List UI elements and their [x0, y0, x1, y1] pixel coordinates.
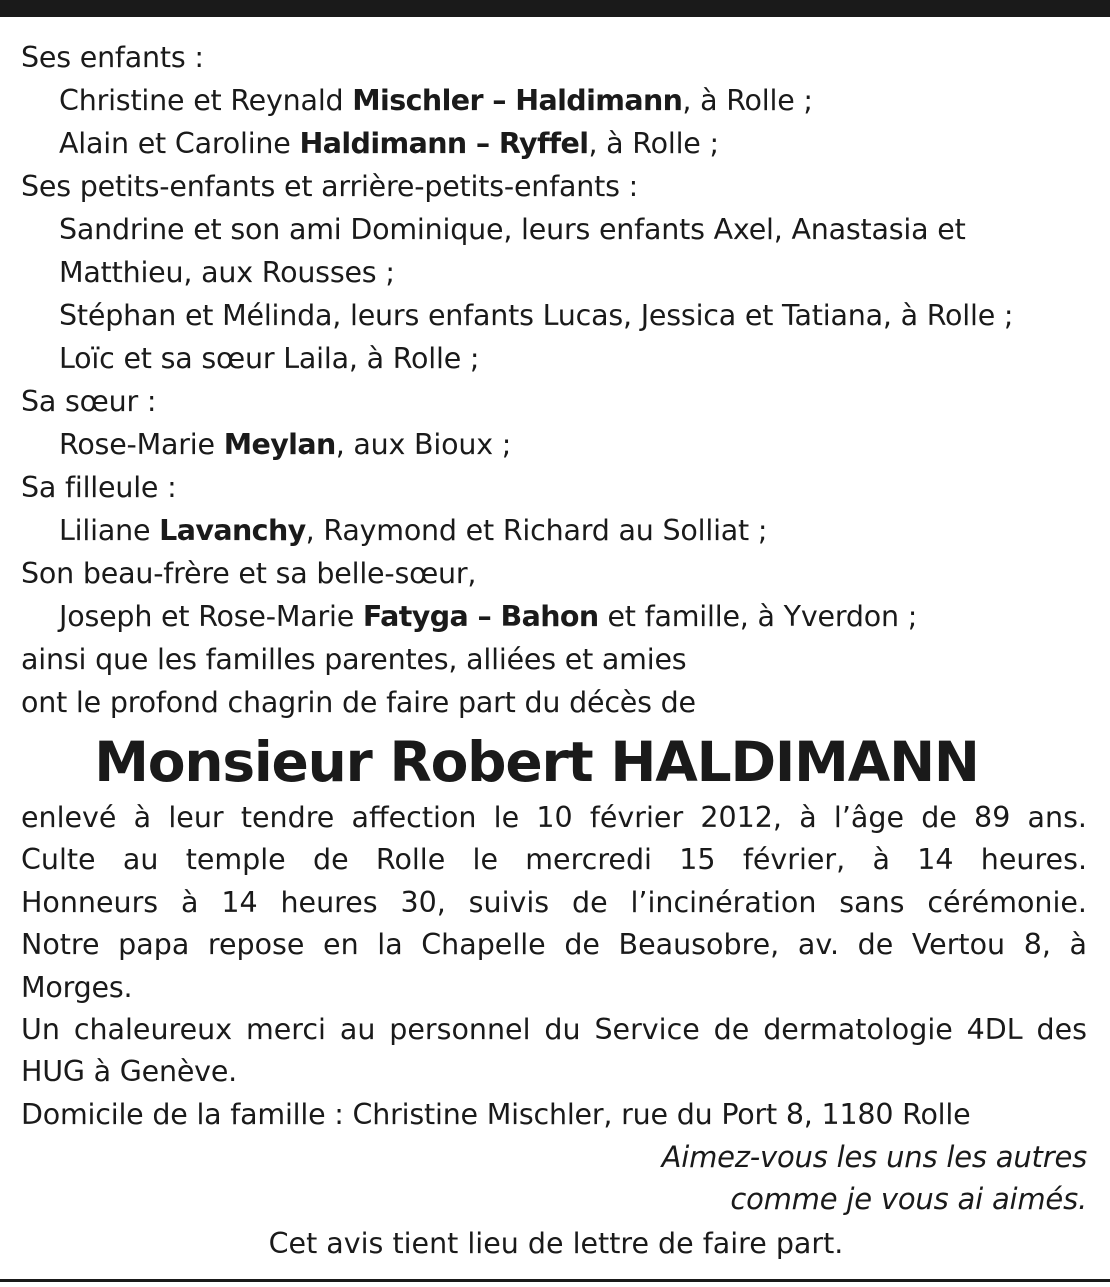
- chapel-line: Notre papa repose en la Chapelle de Beausobre, av. de Vertou 8, à: [21, 928, 1087, 962]
- family-address-line: Domicile de la famille : Christine Mischler, rue du Port 8, 1180 Rolle: [21, 1097, 971, 1131]
- grandchild-entry: Stéphan et Mélinda, leurs enfants Lucas, Jessica et Tatiana, à Rolle ;: [59, 299, 1014, 332]
- inlaws-surname: Fatyga – Bahon: [362, 600, 599, 633]
- chapel-line-continued: Morges.: [21, 970, 133, 1004]
- child-entry: [21, 122, 1087, 165]
- grandchildren-heading: Ses petits-enfants et arrière-petits-enfants :: [21, 170, 638, 203]
- inlaws-entry: [21, 595, 1087, 638]
- goddaughter-place: , Raymond et Richard au Solliat ;: [305, 514, 768, 547]
- goddaughter-entry: [21, 509, 1087, 552]
- child-place: , à Rolle ;: [588, 127, 719, 160]
- deceased-name: Monsieur Robert HALDIMANN: [94, 730, 979, 794]
- sister-place: , aux Bioux ;: [335, 428, 512, 461]
- obituary-notice: [21, 36, 1087, 1265]
- grandchild-entry-continued: Matthieu, aux Rousses ;: [59, 256, 395, 289]
- quote-line-1: Aimez-vous les uns les autres: [661, 1140, 1087, 1175]
- quote-line-2: comme je vous ai aimés.: [730, 1182, 1087, 1217]
- child-place: , à Rolle ;: [682, 84, 813, 117]
- sister-heading: Sa sœur :: [21, 385, 157, 418]
- footer-note: Cet avis tient lieu de lettre de faire part.: [268, 1227, 844, 1261]
- service-line: Culte au temple de Rolle le mercredi 15 février, à 14 heures.: [21, 843, 1087, 877]
- grandchild-entry: Loïc et sa sœur Laila, à Rolle ;: [59, 342, 480, 375]
- closing-announcement-line: ont le profond chagrin de faire part du décès de: [21, 686, 696, 719]
- death-date-line: enlevé à leur tendre affection le 10 février 2012, à l’âge de 89 ans.: [21, 801, 1087, 834]
- sister-entry: [21, 423, 1087, 466]
- bottom-border-rule: [0, 1279, 1110, 1282]
- goddaughter-surname: Lavanchy: [159, 514, 306, 547]
- grandchild-entry: Sandrine et son ami Dominique, leurs enfants Axel, Anastasia et: [59, 213, 966, 246]
- sister-given-name: Rose-Marie: [59, 428, 224, 461]
- sister-surname: Meylan: [223, 428, 336, 461]
- honours-line: Honneurs à 14 heures 30, suivis de l’incinération sans cérémonie.: [21, 885, 1087, 919]
- inlaws-given-names: Joseph et Rose-Marie: [59, 600, 363, 633]
- thanks-line-continued: HUG à Genève.: [21, 1055, 238, 1089]
- top-border-rule: [0, 0, 1110, 17]
- thanks-line: Un chaleureux merci au personnel du Service de dermatologie 4DL des: [21, 1013, 1087, 1047]
- child-surname: Mischler – Haldimann: [352, 84, 683, 117]
- goddaughter-heading: Sa filleule :: [21, 471, 177, 504]
- inlaws-place: et famille, à Yverdon ;: [598, 600, 918, 633]
- child-surname: Haldimann – Ryffel: [299, 127, 589, 160]
- child-given-names: Alain et Caroline: [59, 127, 300, 160]
- inlaws-heading: Son beau-frère et sa belle-sœur,: [21, 557, 477, 590]
- child-entry: [21, 79, 1087, 122]
- closing-families-line: ainsi que les familles parentes, alliées et amies: [21, 643, 687, 676]
- child-given-names: Christine et Reynald: [59, 84, 353, 117]
- children-heading: Ses enfants :: [21, 41, 204, 74]
- goddaughter-given-name: Liliane: [59, 514, 160, 547]
